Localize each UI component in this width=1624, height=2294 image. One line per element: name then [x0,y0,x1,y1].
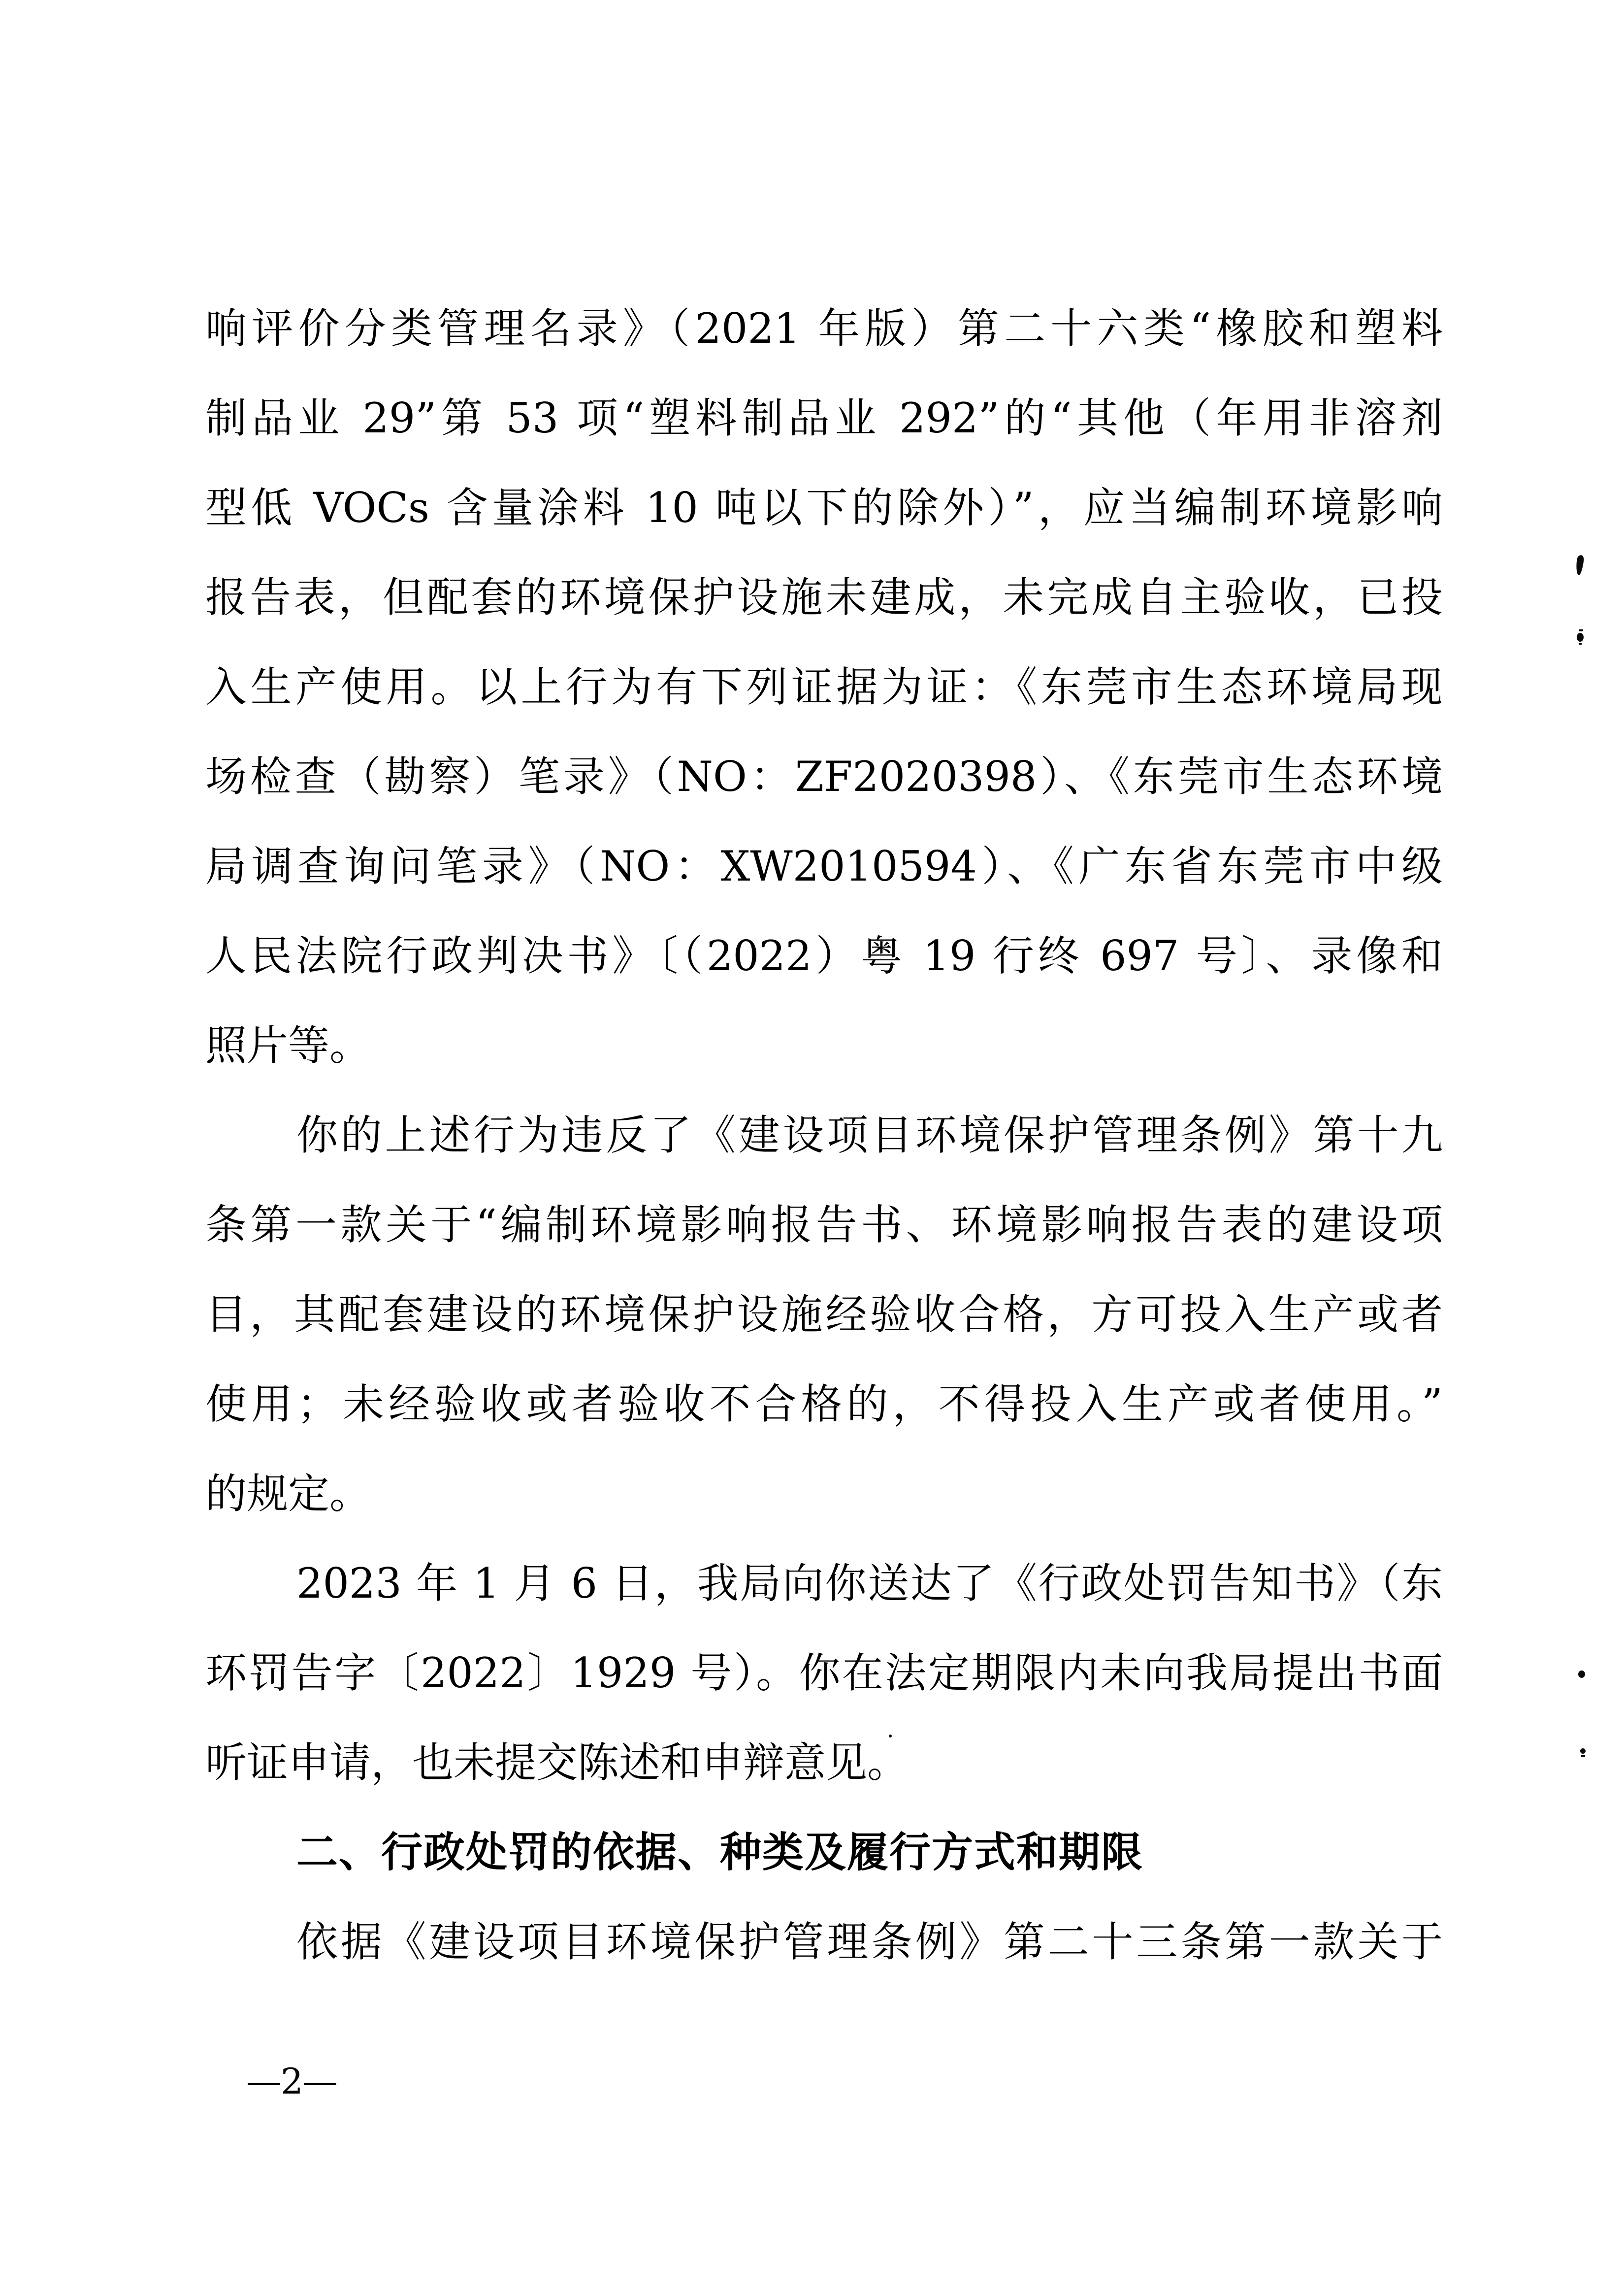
ink-speck [1579,643,1582,645]
text-line: 目，其配套建设的环境保护设施经验收合格，方可投入生产或者 [205,1290,1443,1339]
text-line: 你的上述行为违反了《建设项目环境保护管理条例》第十九 [296,1111,1443,1159]
ink-smudge [1580,1748,1586,1754]
text-line: 场检查（勘察）笔录》（NO：ZF2020398）、《东莞市生态环境 [205,753,1443,801]
document-text-block [205,284,1443,1987]
text-line: 的规定。 [205,1470,371,1518]
text-line: 报告表，但配套的环境保护设施未建成，未完成自主验收，已投 [205,573,1443,622]
text-line: 使用；未经验收或者验收不合格的，不得投入生产或者使用。” [205,1380,1443,1428]
ink-speck [1579,629,1583,631]
section-heading-line: 二、行政处罚的依据、种类及履行方式和期限 [296,1828,1144,1876]
text-line: 入生产使用。以上行为有下列证据为证：《东莞市生态环境局现 [205,663,1443,711]
text-line: 听证申请，也未提交陈述和申辩意见。 [205,1738,909,1787]
ink-smudge [1577,633,1584,642]
text-line: 制品业 29”第 53 项“塑料制品业 292”的“其他（年用非溶剂 [205,394,1443,442]
ink-speck [1581,1755,1585,1757]
text-line: 局调查询问笔录》（NO：XW2010594）、《广东省东莞市中级 [205,842,1443,890]
ink-speck [889,1735,892,1737]
ink-smudge [1575,555,1585,575]
text-line: 响评价分类管理名录》（2021 年版）第二十六类“橡胶和塑料 [205,304,1443,353]
page-number: —2— [246,2061,337,2102]
ink-smudge [1578,1671,1585,1678]
text-line: 人民法院行政判决书》〔（2022）粤 19 行终 697 号〕、录像和 [205,932,1443,980]
text-line: 环罚告字〔2022〕1929 号）。你在法定期限内未向我局提出书面 [205,1649,1443,1697]
text-line: 型低 VOCs 含量涂料 10 吨以下的除外）”，应当编制环境影响 [205,484,1443,532]
text-line: 2023 年 1 月 6 日，我局向你送达了《行政处罚告知书》（东 [296,1559,1443,1607]
text-line: 条第一款关于“编制环境影响报告书、环境影响报告表的建设项 [205,1201,1443,1249]
text-line: 依据《建设项目环境保护管理条例》第二十三条第一款关于 [296,1918,1443,1966]
text-line: 照片等。 [205,1021,371,1070]
